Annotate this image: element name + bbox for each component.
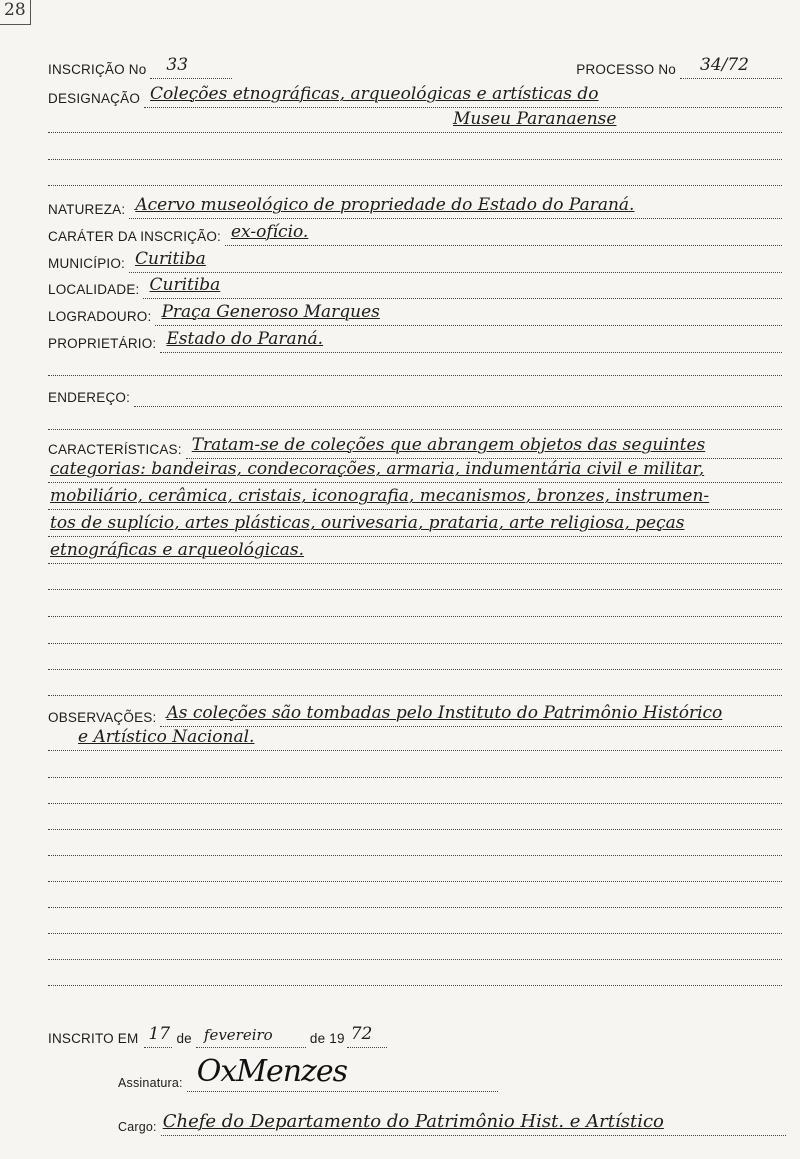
blank-line [48, 567, 782, 590]
proprietario-label: PROPRIETÁRIO: [48, 336, 157, 351]
assinatura-field [187, 1054, 498, 1092]
inscrito-day: 17 [148, 1024, 171, 1044]
inscricao-row [48, 55, 782, 79]
caracteristicas-line: Tratam-se de coleções que abrangem objetos das seguintes [191, 435, 706, 455]
blank-line [48, 807, 782, 830]
inscrito-month-field [196, 1025, 306, 1048]
designacao-field [144, 85, 782, 108]
inscrito-label: INSCRITO EM [48, 1031, 139, 1046]
designacao-line-2 [48, 110, 782, 133]
endereco-field [134, 384, 782, 407]
designacao-label: DESIGNAÇÃO [48, 91, 141, 106]
blank-line [48, 937, 782, 960]
natureza-row [48, 195, 782, 219]
observacoes-field [160, 704, 782, 727]
observacoes-line-2 [48, 728, 782, 751]
inscrito-de-2: de 19 [309, 1031, 345, 1046]
logradouro-row [48, 302, 782, 326]
caracteristicas-line: categorias: bandeiras, condecorações, armaria, indumentária civil e militar, [50, 459, 705, 479]
signature: OxMenzes [196, 1054, 347, 1089]
observacoes-line2: e Artístico Nacional. [78, 727, 255, 747]
inscrito-day-field [144, 1025, 172, 1048]
blank-line [48, 621, 782, 644]
proprietario-row [48, 329, 782, 353]
blank-line [48, 647, 782, 670]
blank-line [48, 594, 782, 617]
blank-line [48, 407, 782, 430]
localidade-row [48, 275, 782, 299]
natureza-value: Acervo museológico de propriedade do Estado do Paraná. [135, 195, 635, 215]
caracteristicas-label: CARACTERÍSTICAS: [48, 442, 182, 457]
proprietario-field [160, 330, 782, 353]
localidade-value: Curitiba [149, 275, 221, 295]
carater-label: CARÁTER DA INSCRIÇÃO: [48, 229, 221, 244]
blank-line [48, 963, 782, 986]
observacoes-label: OBSERVAÇÕES: [48, 710, 157, 725]
caracteristicas-line: mobiliário, cerâmica, cristais, iconografia, mecanismos, bronzes, instrumen- [50, 486, 710, 506]
assinatura-row [118, 1054, 498, 1092]
inscricao-value: 33 [166, 55, 189, 75]
blank-line [48, 755, 782, 778]
inscrito-year-field [347, 1025, 387, 1048]
caracteristicas-row [48, 435, 782, 459]
caracteristicas-line: etnográficas e arqueológicas. [50, 540, 304, 560]
blank-line [48, 781, 782, 804]
municipio-row [48, 249, 782, 273]
natureza-label: NATUREZA: [48, 202, 126, 217]
municipio-value: Curitiba [135, 249, 206, 269]
blank-line [48, 833, 782, 856]
caracteristicas-line: tos de suplício, artes plásticas, ourivesaria, prataria, arte religiosa, peças [50, 513, 685, 533]
endereco-label: ENDEREÇO: [48, 390, 131, 405]
logradouro-label: LOGRADOURO: [48, 309, 152, 324]
carater-value: ex-ofício. [230, 222, 309, 242]
caracteristicas-field [186, 436, 782, 459]
localidade-label: LOCALIDADE: [48, 282, 140, 297]
cargo-field [161, 1109, 786, 1136]
inscrito-year: 72 [350, 1024, 373, 1044]
carater-field [225, 223, 782, 246]
municipio-label: MUNICÍPIO: [48, 256, 126, 271]
logradouro-value: Praça Generoso Marques [161, 302, 380, 322]
endereco-row [48, 383, 782, 407]
assinatura-label: Assinatura: [118, 1076, 183, 1090]
designacao-line1: Coleções etnográficas, arqueológicas e artísticas do [150, 84, 599, 104]
designacao-line2: Museu Paranaense [453, 109, 617, 129]
blank-line [48, 911, 782, 934]
caracteristicas-line-5 [48, 541, 782, 564]
inscrito-de-1: de [176, 1031, 192, 1046]
page-number: 28 [4, 0, 26, 20]
blank-line [48, 163, 782, 186]
processo-label: PROCESSO No [576, 62, 676, 77]
blank-line [48, 353, 782, 376]
blank-line [48, 673, 782, 696]
caracteristicas-line-2 [48, 460, 782, 483]
cargo-row [118, 1108, 786, 1136]
observacoes-row [48, 703, 782, 727]
cargo-value: Chefe do Departamento do Patrimônio Hist. e Artístico [162, 1111, 664, 1132]
cargo-label: Cargo: [118, 1120, 157, 1134]
proprietario-value: Estado do Paraná. [166, 329, 324, 349]
processo-field [680, 56, 782, 79]
blank-line [48, 137, 782, 160]
carater-row [48, 222, 782, 246]
inscricao-label: INSCRIÇÃO No [48, 62, 147, 77]
localidade-field [143, 276, 782, 299]
inscrito-month: fevereiro [203, 1026, 273, 1044]
caracteristicas-line-4 [48, 514, 782, 537]
natureza-field [129, 196, 782, 219]
observacoes-line1: As coleções são tombadas pelo Instituto do Patrimônio Histórico [166, 703, 723, 723]
inscricao-field [150, 56, 232, 79]
blank-line [48, 859, 782, 882]
logradouro-field [155, 303, 782, 326]
processo-value: 34/72 [700, 55, 749, 75]
designacao-row [48, 84, 782, 108]
municipio-field [129, 250, 782, 273]
caracteristicas-line-3 [48, 487, 782, 510]
blank-line [48, 885, 782, 908]
inscrito-row [48, 1024, 468, 1048]
